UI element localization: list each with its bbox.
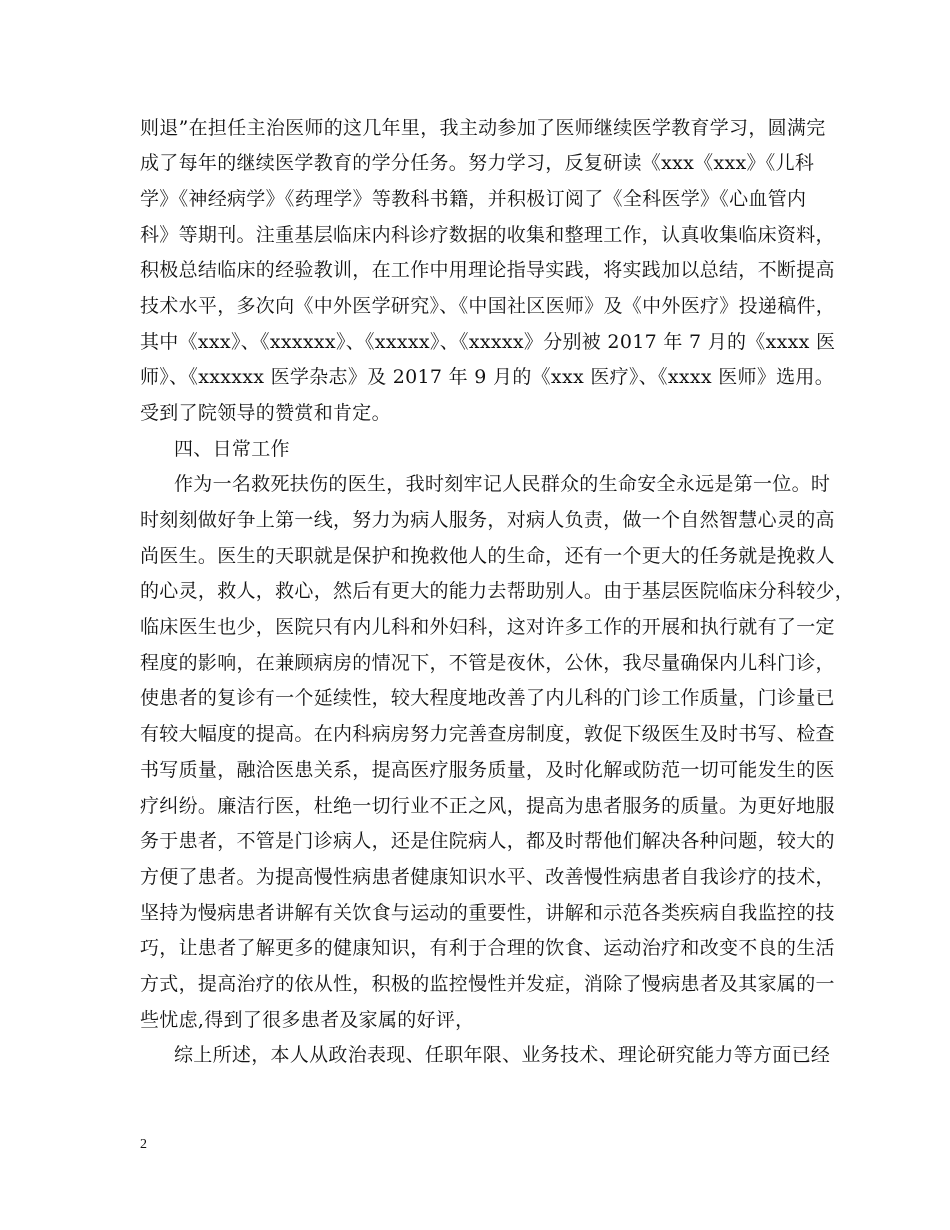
text-line: 临床医生也少，医院只有内儿科和外妇科，这对许多工作的开展和执行就有了一定 <box>140 616 835 638</box>
paragraph-first-line: 综上所述，本人从政治表现、任职年限、业务技术、理论研究能力等方面已经 <box>174 1044 831 1066</box>
text-line: 疗纠纷。廉洁行医，杜绝一切行业不正之风，提高为患者服务的质量。为更好地服 <box>140 795 835 817</box>
text-line: 务于患者，不管是门诊病人，还是住院病人，都及时帮他们解决各种问题，较大的 <box>140 830 835 852</box>
text-line: 科》等期刊。注重基层临床内科诊疗数据的收集和整理工作，认真收集临床资料， <box>140 224 835 246</box>
text-line: 程度的影响，在兼顾病房的情况下，不管是夜休，公休，我尽量确保内儿科门诊， <box>140 652 835 674</box>
text-line: 时刻刻做好争上第一线，努力为病人服务，对病人负责，做一个自然智慧心灵的高 <box>140 509 835 531</box>
page-number: 2 <box>140 1137 147 1152</box>
text-line: 学》《神经病学》《药理学》等教科书籍，并积极订阅了《全科医学》《心血管内 <box>140 188 807 210</box>
text-line: 方便了患者。为提高慢性病患者健康知识水平、改善慢性病患者自我诊疗的技术， <box>140 866 835 888</box>
text-line: 的心灵，救人，救心，然后有更大的能力去帮助别人。由于基层医院临床分科较少， <box>140 580 855 602</box>
text-line: 有较大幅度的提高。在内科病房努力完善查房制度，敦促下级医生及时书写、检查 <box>140 723 835 745</box>
text-line: 成了每年的继续医学教育的学分任务。努力学习，反复研读《xxx《xxx》《儿科 <box>140 152 815 174</box>
text-line: 受到了院领导的赞赏和肯定。 <box>140 402 391 424</box>
text-line: 尚医生。医生的天职就是保护和挽救他人的生命，还有一个更大的任务就是挽救人 <box>140 545 835 567</box>
text-line: 则退”在担任主治医师的这几年里，我主动参加了医师继续医学教育学习，圆满完 <box>140 117 826 139</box>
text-line: 其中《xxx》、《xxxxxx》、《xxxxx》、《xxxxx》分别被 2017 年 7 月的《xxxx 医 <box>140 331 836 353</box>
text-line: 使患者的复诊有一个延续性，较大程度地改善了内儿科的门诊工作质量，门诊量已 <box>140 687 835 709</box>
text-line: 书写质量，融洽医患关系，提高医疗服务质量，及时化解或防范一切可能发生的医 <box>140 759 835 781</box>
text-line: 技术水平，多次向《中外医学研究》、《中国社区医师》及《中外医疗》投递稿件， <box>140 295 836 317</box>
text-line: 巧，让患者了解更多的健康知识，有利于合理的饮食、运动治疗和改变不良的生活 <box>140 937 835 959</box>
text-line: 师》、《xxxxxx 医学杂志》及 2017 年 9 月的《xxx 医疗》、《xxxx 医师》选用。 <box>140 366 835 388</box>
text-line: 积极总结临床的经验教训，在工作中用理论指导实践，将实践加以总结，不断提高 <box>140 259 835 281</box>
text-line: 方式，提高治疗的依从性，积极的监控慢性并发症，消除了慢病患者及其家属的一 <box>140 973 835 995</box>
section-heading: 四、日常工作 <box>174 438 290 460</box>
text-line: 些忧虑,得到了很多患者及家属的好评， <box>140 1009 475 1031</box>
text-line: 坚持为慢病患者讲解有关饮食与运动的重要性，讲解和示范各类疾病自我监控的技 <box>140 902 835 924</box>
paragraph-first-line: 作为一名救死扶伤的医生，我时刻牢记人民群众的生命安全永远是第一位。时 <box>174 473 831 495</box>
